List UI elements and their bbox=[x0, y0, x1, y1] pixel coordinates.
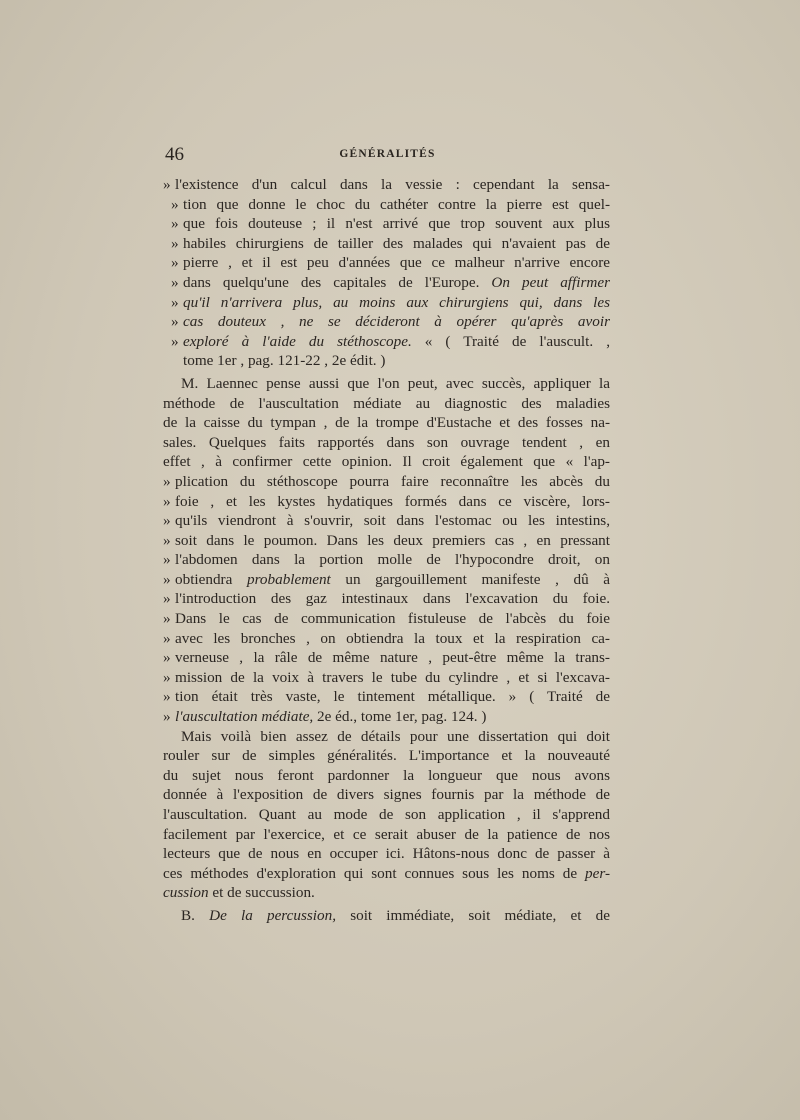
text-line: effet , à confirmer cette opinion. Il croit également que « l'ap- bbox=[163, 453, 610, 471]
text-line: » foie , et les kystes hydatiques formés dans ce viscère, lors- bbox=[163, 492, 610, 510]
text-line: donnée à l'exposition de divers signes fournis par la méthode de bbox=[163, 786, 610, 804]
text-line: cussion et de succussion. bbox=[163, 884, 315, 902]
text-line: de la caisse du tympan , de la trompe d'Eustache et des fosses na- bbox=[163, 414, 610, 432]
text-line: ces méthodes d'exploration qui sont connues sous les noms de per- bbox=[163, 864, 610, 882]
text-line: M. Laennec pense aussi que l'on peut, avec succès, appliquer la bbox=[181, 374, 610, 392]
paragraph-mais-voila bbox=[163, 727, 610, 903]
text-line: » l'auscultation médiate, 2e éd., tome 1er, pag. 124. ) bbox=[163, 708, 487, 726]
text-line: » l'abdomen dans la portion molle de l'hypocondre droit, on bbox=[163, 551, 610, 569]
text-line: sales. Quelques faits rapportés dans son ouvrage tendent , en bbox=[163, 433, 610, 451]
text-line: lecteurs que de nous en occuper ici. Hâtons-nous donc de passer à bbox=[163, 845, 610, 863]
text-line: » avec les bronches , on obtiendra la toux et la respiration ca- bbox=[163, 629, 610, 647]
text-line: » exploré à l'aide du stéthoscope. « ( Traité de l'auscult. , bbox=[171, 332, 610, 350]
text-line: B. De la percussion, soit immédiate, soit médiate, et de bbox=[181, 906, 610, 924]
text-line: rouler sur de simples généralités. L'importance et la nouveauté bbox=[163, 747, 610, 765]
paragraph-quote bbox=[163, 175, 610, 371]
text-line: facilement par l'exercice, et ce serait abuser de la patience de nos bbox=[163, 825, 610, 843]
text-line: » pierre , et il est peu d'années que ce malheur n'arrive encore bbox=[171, 254, 610, 272]
text-line: » qu'ils viendront à s'ouvrir, soit dans l'estomac ou les intestins, bbox=[163, 512, 610, 530]
text-line: » dans quelqu'une des capitales de l'Europe. On peut affirmer bbox=[171, 273, 610, 291]
paragraph-laennec bbox=[163, 374, 610, 727]
text-line: tome 1er , pag. 121-22 , 2e édit. ) bbox=[183, 352, 386, 370]
text-line: » Dans le cas de communication fistuleuse de l'abcès du foie bbox=[163, 610, 610, 628]
text-line: » qu'il n'arrivera plus, au moins aux chirurgiens qui, dans les bbox=[171, 293, 610, 311]
text-line: » cas douteux , ne se décideront à opérer qu'après avoir bbox=[171, 313, 610, 331]
text-line: l'auscultation. Quant au mode de son application , il s'apprend bbox=[163, 806, 610, 823]
text-line: » verneuse , la râle de même nature , peut-être même la trans- bbox=[163, 649, 610, 667]
text-line: du sujet nous feront pardonner la longueur que nous avons bbox=[163, 766, 610, 784]
text-line: » mission de la voix à travers le tube du cylindre , et si l'excava- bbox=[163, 668, 610, 686]
text-line: » soit dans le poumon. Dans les deux premiers cas , en pressant bbox=[163, 531, 610, 549]
page-number: 46 bbox=[165, 144, 184, 165]
text-line: méthode de l'auscultation médiate au diagnostic des maladies bbox=[163, 394, 610, 412]
text-line: » l'introduction des gaz intestinaux dans l'excavation du foie. bbox=[163, 590, 610, 608]
text-line: » l'existence d'un calcul dans la vessie : cependant la sensa- bbox=[163, 176, 610, 193]
text-line: » tion que donne le choc du cathéter contre la pierre est quel- bbox=[171, 195, 610, 213]
section-heading bbox=[163, 906, 610, 926]
text-body bbox=[163, 175, 610, 926]
text-line: » plication du stéthoscope pourra faire reconnaître les abcès du bbox=[163, 472, 610, 490]
page-header bbox=[165, 144, 610, 170]
text-line: » que fois douteuse ; il n'est arrivé que trop souvent aux plus bbox=[171, 215, 610, 233]
text-line: » obtiendra probablement un gargouillement manifeste , dû à bbox=[163, 570, 610, 588]
running-title: GÉNÉRALITÉS bbox=[339, 148, 436, 160]
text-line: » tion était très vaste, le tintement métallique. » ( Traité de bbox=[163, 688, 610, 706]
text-line: » habiles chirurgiens de tailler des malades qui n'avaient pas de bbox=[171, 234, 610, 252]
text-line: Mais voilà bien assez de détails pour une dissertation qui doit bbox=[181, 727, 610, 745]
